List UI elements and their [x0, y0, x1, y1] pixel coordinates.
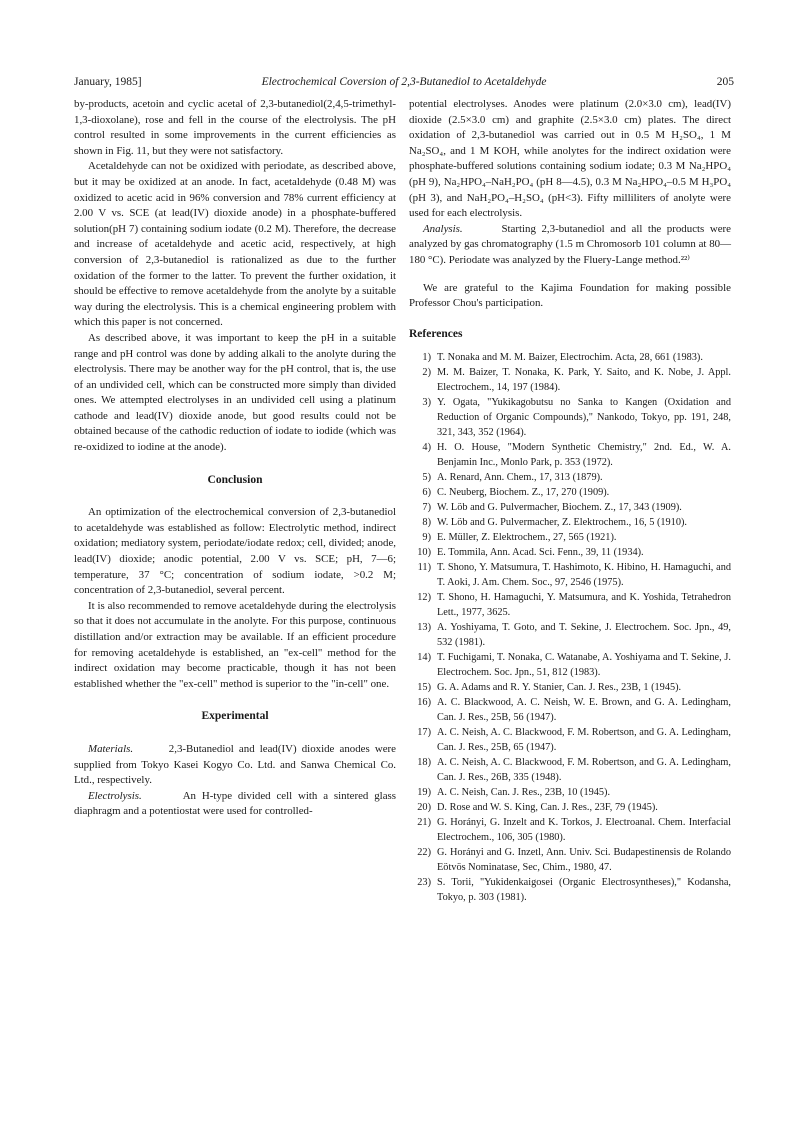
reference-text: A. C. Neish, A. C. Blackwood, F. M. Robertson, and G. A. Ledingham, Can. J. Res., 26B, 335 (1948). [437, 757, 731, 784]
reference-text: A. C. Neish, Can. J. Res., 23B, 10 (1945). [437, 787, 611, 799]
analysis-text: Starting 2,3-butanediol and all the products were analyzed by gas chromatography (1.5 m Chromosorb 101 column at 80—180 °C). Periodate was analyzed by the Fluery-Lange method.²²⁾ [409, 222, 731, 266]
reference-item [409, 695, 731, 725]
reference-item [409, 755, 731, 785]
reference-item [409, 590, 731, 620]
reference-item [409, 485, 731, 500]
reference-number: 5) [422, 472, 431, 484]
right-column [409, 97, 731, 905]
reference-number: 15) [417, 682, 431, 694]
reference-text: M. M. Baizer, T. Nonaka, K. Park, Y. Saito, and K. Nobe, J. Appl. Electrochem., 14, 197 (1984). [437, 367, 731, 394]
reference-text: W. Löb and G. Pulvermacher, Z. Elektrochem., 16, 5 (1910). [437, 517, 687, 529]
materials-text: 2,3-Butanediol and lead(IV) dioxide anodes were supplied from Tokyo Kasei Kogyo Co. Ltd. and Sanwa Chemical Co. Ltd., respectively. [74, 742, 396, 787]
reference-item [409, 500, 731, 515]
reference-text: T. Shono, Y. Matsumura, T. Hashimoto, K. Hibino, H. Hamaguchi, and T. Aoki, J. Am. Chem. Soc., 97, 2546 (1975). [437, 562, 731, 589]
header-title: Electrochemical Coversion of 2,3-Butanediol to Acetaldehyde [261, 76, 547, 88]
paragraph-byproducts: by-products, acetoin and cyclic acetal of 2,3-butanediol(2,4,5-trimethyl-1,3-dioxolane), rose and fell in the course of the electrolysis. The pH control resulted in some improvements in the current efficiencies as shown in Fig. 11, but they were not satisfactory. [74, 98, 396, 157]
reference-number: 22) [417, 847, 431, 859]
reference-item [409, 365, 731, 395]
reference-number: 4) [422, 442, 431, 454]
reference-item [409, 545, 731, 560]
reference-text: A. Renard, Ann. Chem., 17, 313 (1879). [437, 472, 603, 484]
reference-number: 23) [417, 877, 431, 889]
reference-item [409, 395, 731, 440]
reference-number: 14) [417, 652, 431, 664]
reference-item [409, 875, 731, 905]
reference-text: W. Löb and G. Pulvermacher, Biochem. Z., 17, 343 (1909). [437, 502, 682, 514]
reference-item [409, 845, 731, 875]
reference-item [409, 470, 731, 485]
reference-number: 19) [417, 787, 431, 799]
materials-label: Materials. [88, 742, 134, 755]
experimental-heading: Experimental [201, 710, 269, 723]
analysis-paragraph [409, 222, 731, 269]
reference-text: G. Horányi, G. Inzelt and K. Torkos, J. Electroanal. Chem. Interfacial Electrochem., 106, 305 (1980). [437, 817, 731, 844]
running-header [74, 74, 734, 90]
reference-item [409, 350, 731, 365]
reference-number: 6) [422, 487, 431, 499]
reference-number: 2) [422, 367, 431, 379]
electrolysis-label: Electrolysis. [88, 789, 142, 802]
reference-item [409, 725, 731, 755]
reference-number: 18) [417, 757, 431, 769]
electrolysis-text: An H-type divided cell with a sintered glass diaphragm and a potentiostat were used for controlled- [74, 789, 397, 818]
reference-number: 8) [422, 517, 431, 529]
reference-number: 12) [417, 592, 431, 604]
left-column [74, 97, 396, 820]
acknowledgment: We are grateful to the Kajima Foundation for making possible Professor Chou's participation. [409, 281, 731, 310]
reference-number: 1) [422, 352, 431, 364]
paragraph-acetaldehyde-oxidation: Acetaldehyde can not be oxidized with periodate, as described above, but it may be oxidized at an anode. In fact, acetaldehyde (0.48 M) was oxidized to acetic acid in 96% conversion and 78% current efficiency at 2.00 V vs. SCE (at lead(IV) dioxide anode) in a phosphate-buffered solution(pH 7) containing sodium iodate (0.2 M). Therefore, the decrease and increase of acetaldehyde and acetic acid, respectively, at high conversion of 2,3-butanediol is rationalized as due to the further oxidation of the former to the latter. To prevent the further oxidation, it should be effective to remove acetaldehyde from the anolyte by a suitable way during the electrolysis. This is a chemical engineering problem with which this paper is not concerned. [74, 160, 396, 329]
reference-item [409, 515, 731, 530]
electrolysis-paragraph [74, 789, 396, 820]
materials-paragraph [74, 742, 396, 789]
reference-number: 3) [422, 397, 431, 409]
reference-text: E. Müller, Z. Elektrochem., 27, 565 (1921). [437, 532, 617, 544]
reference-number: 11) [417, 562, 431, 574]
paragraph-electrolysis-conditions: potential electrolyses. Anodes were platinum (2.0×3.0 cm), lead(IV) dioxide (2.5×3.0 cm) and graphite (2.5×3.0 cm) plates. The direct oxidation of 2,3-butanediol was carried out in 0.5 M H₂SO₄, 1 M Na₂SO₄, and 1 M KOH, while anolytes for the indirect oxidation were phosphate-buffered solutions containing sodium iodate; 0.3 M Na₂HPO₄ (pH 9), Na₂HPO₄–NaH₂PO₄ (pH 8—4.5), 0.3 M Na₂HPO₄–0.5 M H₃PO₄ (pH 3), and NaH₂PO₄–H₂SO₄ (pH<3). Fifty milliliters of anolyte were used for each electrolysis. [409, 98, 731, 220]
reference-text: T. Shono, H. Hamaguchi, Y. Matsumura, and K. Yoshida, Tetrahedron Lett., 1977, 3625. [437, 592, 731, 619]
reference-text: T. Fuchigami, T. Nonaka, C. Watanabe, A. Yoshiyama and T. Sekine, J. Electrochem. Soc. Jpn., 51, 812 (1983). [437, 652, 731, 679]
analysis-label: Analysis. [423, 222, 463, 235]
reference-number: 21) [417, 817, 431, 829]
reference-text: T. Nonaka and M. M. Baizer, Electrochim. Acta, 28, 661 (1983). [437, 352, 703, 364]
reference-item [409, 440, 731, 470]
reference-text: H. O. House, "Modern Synthetic Chemistry," 2nd. Ed., W. A. Benjamin Inc., Monlo Park, p. 353 (1972). [437, 442, 731, 469]
reference-text: C. Neuberg, Biochem. Z., 17, 270 (1909). [437, 487, 610, 499]
reference-number: 10) [417, 547, 431, 559]
reference-text: A. Yoshiyama, T. Goto, and T. Sekine, J. Electrochem. Soc. Jpn., 49, 532 (1981). [437, 622, 731, 649]
page-number: 205 [716, 76, 734, 88]
reference-text: A. C. Blackwood, A. C. Neish, W. E. Brown, and G. A. Ledingham, Can. J. Res., 25B, 56 (1947). [437, 697, 731, 724]
reference-item [409, 650, 731, 680]
reference-text: A. C. Neish, A. C. Blackwood, F. M. Robertson, and G. A. Ledingham, Can. J. Res., 25B, 65 (1947). [437, 727, 731, 754]
paragraph-ph-control: As described above, it was important to keep the pH in a suitable range and pH control was done by adding alkali to the anolyte during the electrolysis. There may be another way for the pH control, that is, the use of an undivided cell, which can be constructed more simply than divided ones. We attempted electrolyses in an undivided cell using a platinum cathode and lead(IV) dioxide anode, but good results could not be obtained because of the cathodic reduction of iodate to iodide (which was re-oxidized to iodine at the anode). [74, 331, 396, 454]
reference-list [409, 350, 731, 905]
reference-text: Y. Ogata, "Yukikagobutsu no Sanka to Kangen (Oxidation and Reduction of Organic Compounds)," Nankodo, Tokyo, pp. 191, 248, 321, 343, 352 (1964). [437, 397, 731, 439]
reference-item [409, 785, 731, 800]
reference-number: 9) [422, 532, 431, 544]
reference-item [409, 530, 731, 545]
reference-number: 13) [417, 622, 431, 634]
reference-item [409, 620, 731, 650]
conclusion-paragraph-1: An optimization of the electrochemical conversion of 2,3-butanediol to acetaldehyde was established as follow: Electrolytic method, indirect oxidation; mediatory system, periodate/iodate redox; cell, divided; anode, lead(IV) dioxide; anodic potential, 2.00 V vs. SCE; pH, 7—6; temperature, 37 °C; concentration of sodium iodate, >0.2 M; concentration of 2,3-butanediol, several percent. [74, 506, 396, 597]
reference-text: E. Tommila, Ann. Acad. Sci. Fenn., 39, 11 (1934). [437, 547, 644, 559]
reference-number: 20) [417, 802, 431, 814]
references-heading: References [409, 327, 463, 340]
reference-text: S. Torii, "Yukidenkaigosei (Organic Electrosyntheses)," Kodansha, Tokyo, p. 303 (1981). [437, 877, 731, 904]
reference-item [409, 815, 731, 845]
reference-text: G. Horányi and G. Inzetl, Ann. Univ. Sci. Budapestinensis de Rolando Eötvös Nominatase, Sec, Chim., 1980, 47. [437, 847, 731, 874]
reference-text: D. Rose and W. S. King, Can. J. Res., 23F, 79 (1945). [437, 802, 658, 814]
reference-item [409, 560, 731, 590]
reference-text: G. A. Adams and R. Y. Stanier, Can. J. Res., 23B, 1 (1945). [437, 682, 682, 694]
header-date: January, 1985] [74, 76, 142, 88]
conclusion-paragraph-2: It is also recommended to remove acetaldehyde during the electrolysis so that it does not accumulate in the anolyte. For this purpose, continuous distillation and/or extraction may be available. If an efficient procedure for removing acetaldehyde is established, an "ex-cell" method for the indirect oxidation may become practicable, though it has not been established whether the "ex-cell" method is superior to the "in-cell" one. [74, 599, 396, 690]
reference-number: 17) [417, 727, 431, 739]
reference-item [409, 680, 731, 695]
reference-item [409, 800, 731, 815]
reference-number: 7) [422, 502, 431, 514]
conclusion-heading: Conclusion [207, 473, 263, 486]
reference-number: 16) [417, 697, 431, 709]
